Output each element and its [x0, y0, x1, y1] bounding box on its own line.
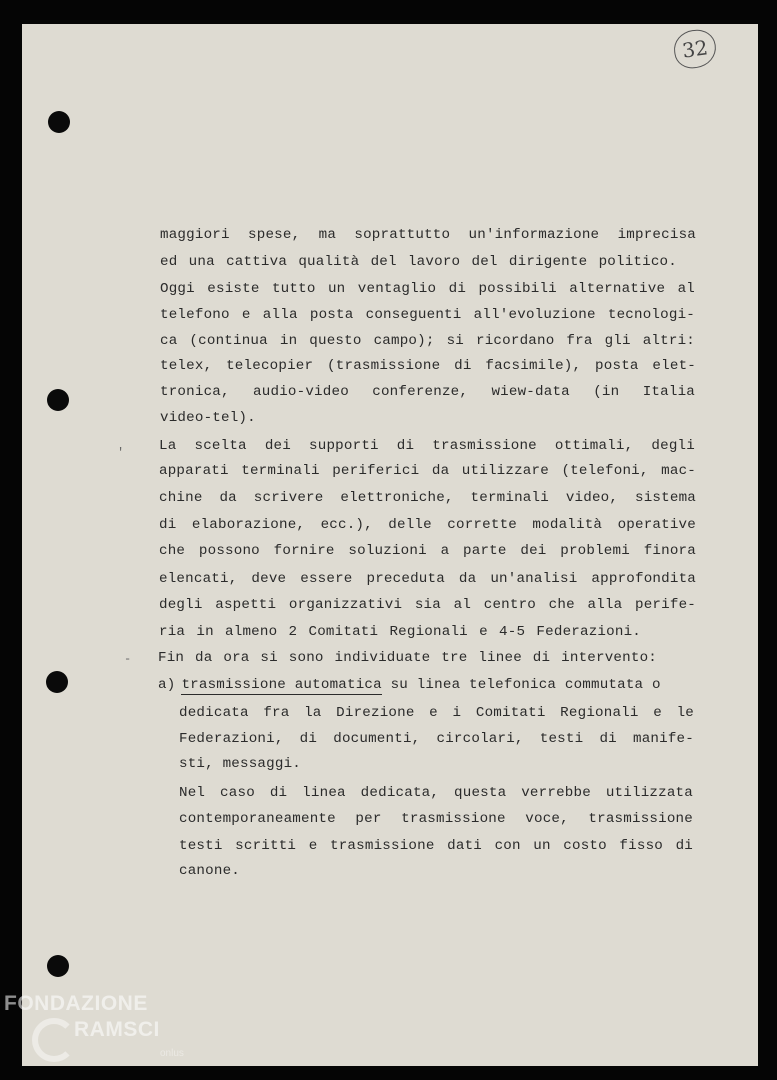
margin-mark: ' — [117, 446, 125, 460]
punch-hole — [47, 955, 69, 977]
margin-mark: - — [124, 652, 132, 666]
body-line: ria in almeno 2 Comitati Regionali e 4-5 Federazioni. — [159, 624, 641, 640]
body-line: tronica, audio-video conferenze, wiew-data (in Italia — [160, 384, 695, 400]
body-line: di elaborazione, ecc.), delle corrette modalità operative — [159, 517, 696, 533]
watermark-line-2: RAMSCI — [74, 1018, 160, 1041]
list-item-a-first-line — [158, 677, 661, 693]
body-line: apparati terminali periferici da utilizzare (telefoni, mac- — [159, 463, 696, 479]
body-line: telefono e alla posta conseguenti all'evoluzione tecnologi- — [160, 307, 695, 323]
body-line: ca (continua in questo campo); si ricordano fra gli altri: — [160, 333, 695, 349]
body-line: video-tel). — [160, 410, 256, 426]
gramsci-g-logo — [32, 1018, 76, 1062]
handwritten-page-number: 32 — [672, 27, 719, 70]
body-line: degli aspetti organizzativi sia al centro che alla perife- — [159, 597, 696, 613]
body-line: Fin da ora si sono individuate tre linee di intervento: — [158, 650, 657, 666]
body-line: maggiori spese, ma soprattutto un'informazione imprecisa — [160, 227, 696, 243]
watermark-sub: onlus — [160, 1048, 184, 1059]
list-item-a-line: contemporaneamente per trasmissione voce, trasmissione — [179, 811, 693, 827]
punch-hole — [48, 111, 70, 133]
body-line: ed una cattiva qualità del lavoro del dirigente politico. — [160, 254, 677, 270]
list-item-a-line: testi scritti e trasmissione dati con un costo fisso di — [179, 838, 693, 854]
fondazione-gramsci-watermark — [4, 992, 204, 1072]
body-line: Oggi esiste tutto un ventaglio di possibili alternative al — [160, 281, 695, 297]
body-line: elencati, deve essere preceduta da un'analisi approfondita — [159, 571, 696, 587]
list-item-a-text: su linea telefonica commutata o — [381, 677, 661, 693]
list-item-a-line: sti, messaggi. — [179, 756, 301, 772]
body-line: telex, telecopier (trasmissione di facsimile), posta elet- — [160, 358, 696, 374]
list-item-a-line: Federazioni, di documenti, circolari, testi di manife- — [179, 731, 694, 747]
body-line: La scelta dei supporti di trasmissione ottimali, degli — [159, 438, 695, 454]
underlined-term: trasmissione automatica — [181, 677, 382, 693]
body-line: chine da scrivere elettroniche, terminali video, sistema — [159, 490, 696, 506]
list-marker: a) — [158, 677, 176, 693]
punch-hole — [47, 389, 69, 411]
body-line: che possono fornire soluzioni a parte dei problemi finora — [159, 543, 696, 559]
list-item-a-line: canone. — [179, 863, 240, 879]
list-item-a-line: Nel caso di linea dedicata, questa verrebbe utilizzata — [179, 785, 693, 801]
list-item-a-line: dedicata fra la Direzione e i Comitati Regionali e le — [179, 705, 694, 721]
watermark-line-1: FONDAZIONE — [4, 992, 148, 1015]
punch-hole — [46, 671, 68, 693]
